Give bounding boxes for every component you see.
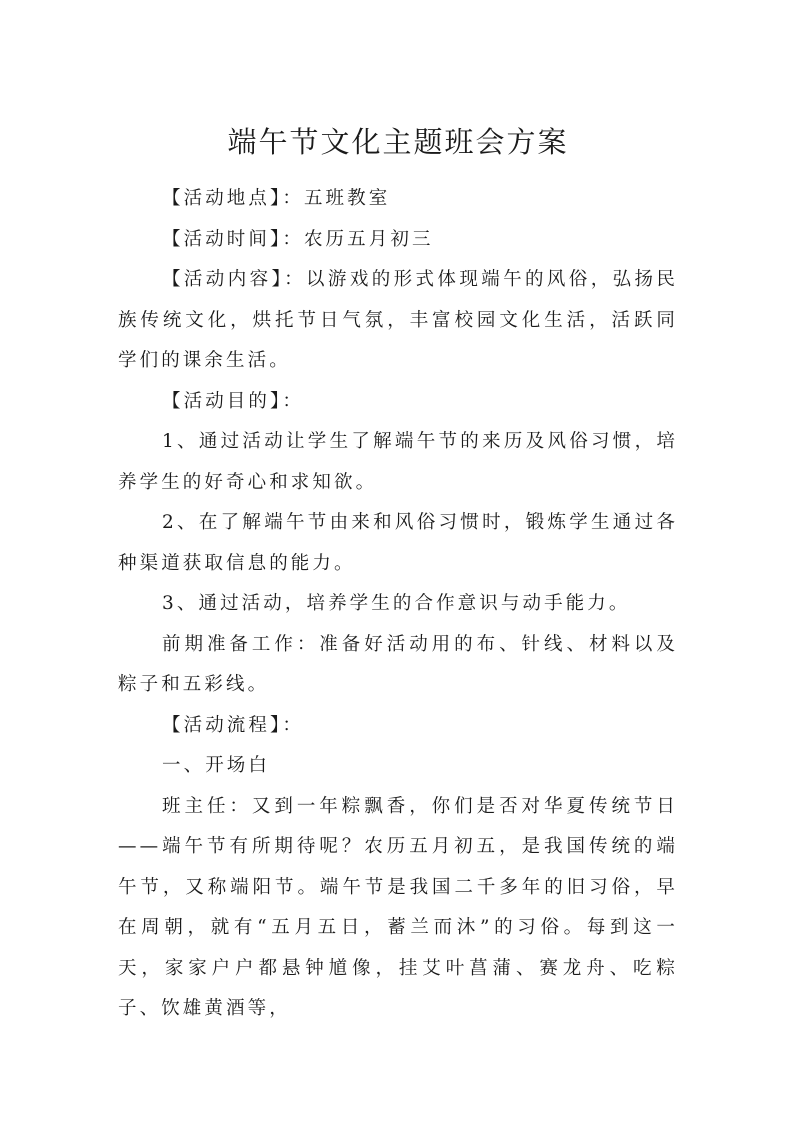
teacher-opening-speech: 班主任：又到一年粽飘香，你们是否对华夏传统节日——端午节有所期待呢？农历五月初五，是我国传统的端午节，又称端阳节。端午节是我国二千多年的旧习俗，早在周朝，就有“五月五日，蓄兰而沐”的习俗。每到这一天，家家户户都悬钟馗像，挂艾叶菖蒲、赛龙舟、吃粽子、饮雄黄酒等， bbox=[118, 795, 678, 1019]
goal-item-2: 2、在了解端午节由来和风俗习惯时，锻炼学生通过各种渠道获取信息的能力。 bbox=[118, 512, 678, 574]
goal-item-1: 1、通过活动让学生了解端午节的来历及风俗习惯，培养学生的好奇心和求知欲。 bbox=[118, 431, 678, 493]
activity-time-paragraph: 【活动时间】：农历五月初三 bbox=[162, 228, 434, 250]
document-body bbox=[118, 179, 678, 1030]
activity-location-paragraph: 【活动地点】：五班教室 bbox=[162, 188, 391, 209]
activity-goals-heading: 【活动目的】： bbox=[162, 390, 304, 412]
activity-flow-heading: 【活动流程】： bbox=[162, 714, 304, 736]
activity-content-paragraph: 【活动内容】：以游戏的形式体现端午的风俗，弘扬民族传统文化，烘托节日气氛，丰富校园文化生活，活跃同学们的课余生活。 bbox=[118, 269, 678, 371]
preparation-paragraph: 前期准备工作：准备好活动用的布、针线、材料以及粽子和五彩线。 bbox=[118, 633, 678, 695]
goal-item-3: 3、通过活动，培养学生的合作意识与动手能力。 bbox=[162, 593, 631, 614]
document-title: 端午节文化主题班会方案 bbox=[227, 125, 569, 159]
opening-section-heading: 一、开场白 bbox=[162, 755, 271, 776]
